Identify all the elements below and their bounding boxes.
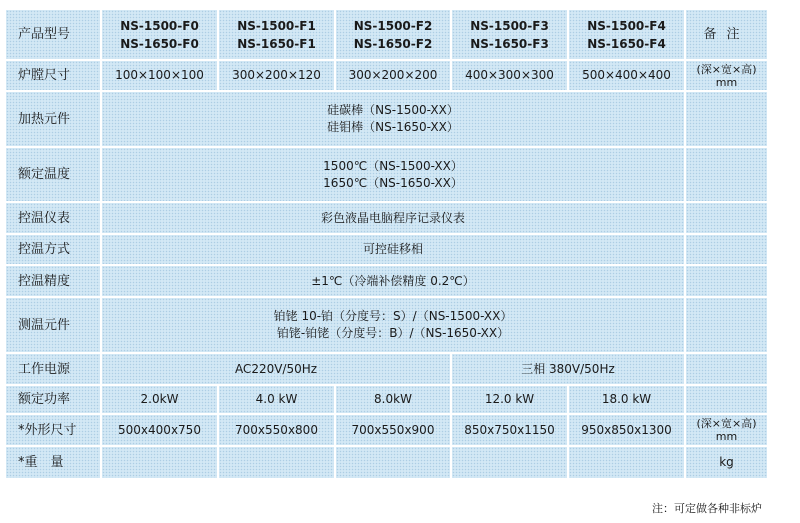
heating-element-row [5, 91, 768, 147]
outer-size-unit [685, 414, 768, 446]
model-f4-line1: NS-1500-F4 [587, 18, 666, 33]
rated-temperature-line2: 1650℃（NS-1650-XX） [323, 175, 463, 190]
weight-label: *重 量 [5, 446, 101, 479]
power-supply-single-phase: AC220V/50Hz [101, 353, 451, 385]
temp-controller-label: 控温仪表 [5, 202, 101, 234]
rated-temperature-note [685, 147, 768, 202]
weight-row [5, 446, 768, 479]
measuring-element-line1: 铂铑 10-铂（分度号：S）/（NS-1500-XX） [273, 309, 513, 323]
rated-power-f3: 12.0 kW [451, 385, 568, 414]
weight-f4 [568, 446, 685, 479]
model-cell-f1 [218, 9, 335, 60]
header-row [5, 9, 768, 60]
control-method-value: 可控硅移相 [101, 234, 685, 265]
rated-temperature-row [5, 147, 768, 202]
control-accuracy-label: 控温精度 [5, 265, 101, 297]
chamber-size-label: 炉膛尺寸 [5, 60, 101, 91]
power-supply-label: 工作电源 [5, 353, 101, 385]
model-f3-line1: NS-1500-F3 [470, 18, 549, 33]
rated-temperature-line1: 1500℃（NS-1500-XX） [323, 158, 463, 173]
model-f1-line2: NS-1650-F1 [237, 36, 316, 51]
control-accuracy-row [5, 265, 768, 297]
model-cell-f0 [101, 9, 218, 60]
header-label: 产品型号 [5, 9, 101, 60]
rated-temperature-value [101, 147, 685, 202]
rated-power-f1: 4.0 kW [218, 385, 335, 414]
rated-temperature-label: 额定温度 [5, 147, 101, 202]
model-cell-f3 [451, 9, 568, 60]
note-header: 备注 [685, 9, 768, 60]
control-accuracy-value: ±1℃（冷端补偿精度 0.2℃） [101, 265, 685, 297]
weight-f0 [101, 446, 218, 479]
measuring-element-note [685, 297, 768, 353]
rated-power-f4: 18.0 kW [568, 385, 685, 414]
heating-element-line2: 硅钼棒（NS-1650-XX） [327, 120, 459, 134]
outer-size-unit-line2: mm [715, 430, 738, 443]
model-f3-line2: NS-1650-F3 [470, 36, 549, 51]
outer-size-unit-line1: (深×宽×高) [696, 417, 757, 430]
chamber-size-f3: 400×300×300 [451, 60, 568, 91]
chamber-size-f1: 300×200×120 [218, 60, 335, 91]
chamber-size-unit [685, 60, 768, 91]
chamber-size-row [5, 60, 768, 91]
outer-size-f2: 700x550x900 [335, 414, 451, 446]
rated-power-f2: 8.0kW [335, 385, 451, 414]
model-f4-line2: NS-1650-F4 [587, 36, 666, 51]
footnote: 注：可定做各种非标炉 [652, 502, 762, 515]
heating-element-label: 加热元件 [5, 91, 101, 147]
rated-power-f0: 2.0kW [101, 385, 218, 414]
chamber-size-f4: 500×400×400 [568, 60, 685, 91]
model-f2-line1: NS-1500-F2 [353, 18, 433, 33]
outer-size-row [5, 414, 768, 446]
control-accuracy-note [685, 265, 768, 297]
rated-power-row [5, 385, 768, 414]
rated-power-note [685, 385, 768, 414]
control-method-row [5, 234, 768, 265]
rated-power-label: 额定功率 [5, 385, 101, 414]
model-f1-line1: NS-1500-F1 [237, 18, 316, 33]
measuring-element-line2: 铂铑-铂铑（分度号：B）/（NS-1650-XX） [276, 326, 510, 340]
outer-size-f3: 850x750x1150 [451, 414, 568, 446]
model-cell-f2 [335, 9, 451, 60]
model-f0-line1: NS-1500-F0 [120, 18, 199, 33]
power-supply-row [5, 353, 768, 385]
control-method-note [685, 234, 768, 265]
weight-f2 [335, 446, 451, 479]
power-supply-three-phase: 三相 380V/50Hz [451, 353, 685, 385]
temp-controller-note [685, 202, 768, 234]
outer-size-f4: 950x850x1300 [568, 414, 685, 446]
measuring-element-label: 测温元件 [5, 297, 101, 353]
chamber-size-unit-line2: mm [715, 75, 738, 89]
weight-f1 [218, 446, 335, 479]
temp-controller-row [5, 202, 768, 234]
outer-size-f0: 500x400x750 [101, 414, 218, 446]
heating-element-line1: 硅碳棒（NS-1500-XX） [327, 103, 459, 117]
spec-table [4, 8, 769, 480]
outer-size-f1: 700x550x800 [218, 414, 335, 446]
chamber-size-f0: 100×100×100 [101, 60, 218, 91]
chamber-size-unit-line1: (深×宽×高) [696, 62, 757, 76]
temp-controller-value: 彩色液晶电脑程序记录仪表 [101, 202, 685, 234]
measuring-element-row [5, 297, 768, 353]
power-supply-note [685, 353, 768, 385]
measuring-element-value [101, 297, 685, 353]
outer-size-label: *外形尺寸 [5, 414, 101, 446]
chamber-size-f2: 300×200×200 [335, 60, 451, 91]
control-method-label: 控温方式 [5, 234, 101, 265]
model-f0-line2: NS-1650-F0 [120, 36, 199, 51]
model-cell-f4 [568, 9, 685, 60]
model-f2-line2: NS-1650-F2 [353, 36, 433, 51]
heating-element-value [101, 91, 685, 147]
heating-element-note [685, 91, 768, 147]
weight-f3 [451, 446, 568, 479]
weight-unit: kg [685, 446, 768, 479]
